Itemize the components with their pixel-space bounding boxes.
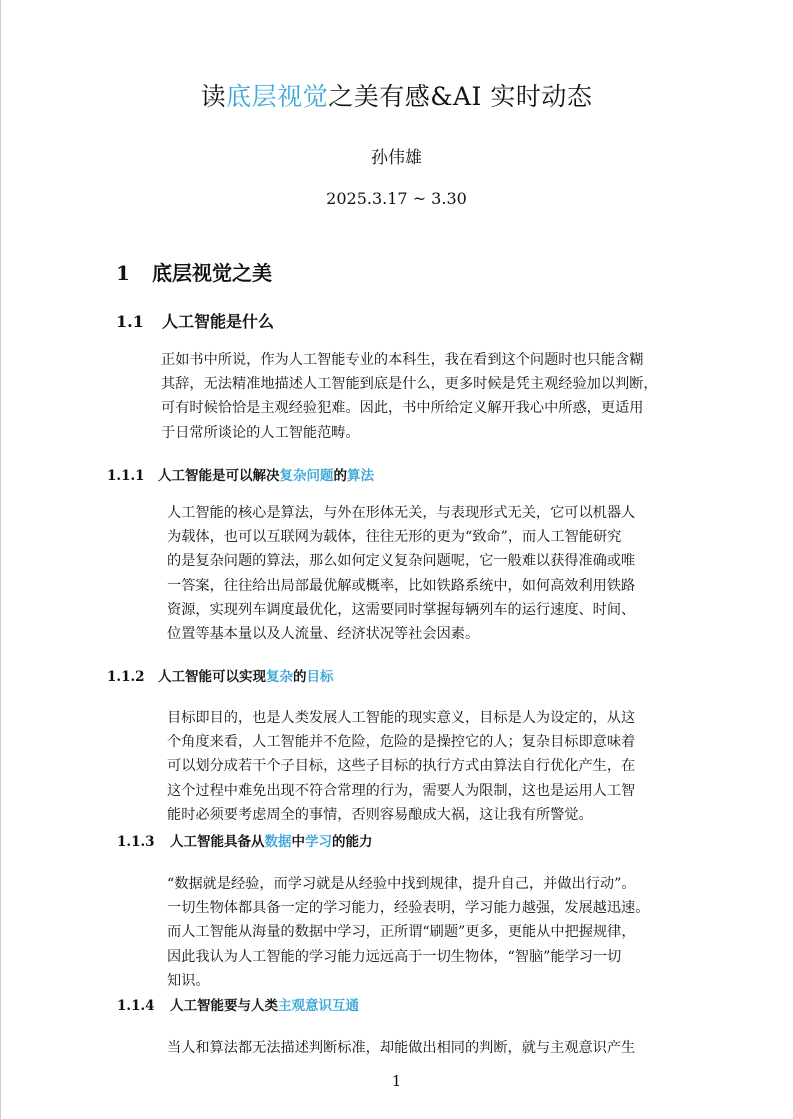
heading-highlight: 复杂问题 <box>279 468 334 484</box>
text-line: 目标即目的，也是人类发展人工智能的现实意义，目标是人为设定的，从这 <box>167 710 636 726</box>
text-line: 知识。 <box>167 972 210 989</box>
text-line: 而人工智能从海量的数据中学习，正所谓“刷题”更多，更能从中把握规律， <box>167 924 636 941</box>
text-line: “数据就是经验，而学习就是从经验中找到规律，提升自己，并做出行动”。 <box>167 876 636 892</box>
subsubsection-heading-2 <box>107 667 334 687</box>
section-number: 1 <box>116 261 130 285</box>
heading-text: 的能力 <box>332 834 373 850</box>
heading-highlight: 复杂 <box>266 669 293 685</box>
heading-text: 人工智能是可以解决 <box>158 468 280 484</box>
subsection-heading <box>116 309 274 335</box>
author: 孙伟雄 <box>371 148 422 168</box>
subsection-title: 人工智能是什么 <box>162 312 275 331</box>
page-number: 1 <box>391 1072 402 1090</box>
paragraph-4 <box>167 1036 635 1060</box>
paragraph-intro <box>161 348 658 445</box>
text-line: 一切生物体都具备一定的学习能力，经验表明，学习能力越强，发展越迅速。 <box>167 900 650 917</box>
heading-text: 的 <box>333 468 347 484</box>
text-line: 的是复杂问题的算法，那么如何定义复杂问题呢，它一般难以获得准确或唯 <box>167 553 636 570</box>
section-heading <box>116 258 272 288</box>
text-line: 这个过程中难免出现不符合常理的行为，需要人为限制，这也是运用人工智 <box>167 782 636 799</box>
heading-highlight: 数据 <box>264 834 292 850</box>
text-line: 当人和算法都无法描述判断标准，却能做出相同的判断，就与主观意识产生 <box>167 1040 636 1056</box>
heading-text: 人工智能要与人类 <box>170 998 278 1014</box>
text-line: 其辞，无法精准地描述人工智能到底是什么，更多时候是凭主观经验加以判断， <box>161 376 658 393</box>
subsubsection-heading-3 <box>117 832 373 852</box>
text-line: 一答案，往往给出局部最优解或概率，比如铁路系统中，如何高效利用铁路 <box>167 577 636 594</box>
paragraph-2 <box>167 706 635 827</box>
text-line: 可以划分成若干个子目标，这些子目标的执行方式由算法自行优化产生，在 <box>167 758 636 775</box>
text-line: 资源，实现列车调度最优化，这需要同时掌握每辆列车的运行速度、时间、 <box>167 601 636 618</box>
text-line: 位置等基本量以及人流量、经济状况等社会因素。 <box>167 625 480 642</box>
date-range: 2025.3.17 ~ 3.30 <box>326 189 467 208</box>
subsubsection-heading-1 <box>107 466 374 486</box>
heading-highlight: 学习 <box>305 834 332 850</box>
text-line: 因此我认为人工智能的学习能力远远高于一切生物体，“智脑”能学习一切 <box>167 948 622 965</box>
text-line: 人工智能的核心是算法，与外在形体无关，与表现形式无关，它可以机器人 <box>167 505 636 521</box>
title-prefix: 读 <box>200 82 227 111</box>
text-line: 于日常所谈论的人工智能范畴。 <box>161 424 360 441</box>
heading-number: 1.1.2 <box>107 669 145 685</box>
heading-number: 1.1.1 <box>107 468 145 484</box>
heading-text: 的 <box>293 669 307 685</box>
title-highlight: 底层视觉 <box>226 82 329 111</box>
paragraph-1 <box>167 501 635 646</box>
section-title: 底层视觉之美 <box>152 261 272 285</box>
heading-text: 人工智能具备从 <box>170 834 265 850</box>
title-suffix: 之美有感&AI 实时动态 <box>328 82 593 111</box>
document-title <box>0 80 793 114</box>
subsubsection-heading-4 <box>117 996 359 1016</box>
paragraph-3 <box>167 872 649 993</box>
heading-number: 1.1.4 <box>117 998 155 1014</box>
subsection-number: 1.1 <box>116 312 144 331</box>
heading-number: 1.1.3 <box>117 834 155 850</box>
text-line: 能时必须要考虑周全的事情，否则容易酿成大祸，这让我有所警觉。 <box>167 806 593 823</box>
text-line: 为载体，也可以互联网为载体，往往无形的更为“致命”，而人工智能研究 <box>167 529 622 546</box>
heading-highlight: 目标 <box>306 669 334 685</box>
text-line: 可有时候恰恰是主观经验犯难。因此，书中所给定义解开我心中所惑，更适用 <box>161 400 644 417</box>
text-line: 正如书中所说，作为人工智能专业的本科生，我在看到这个问题时也只能含糊 <box>161 352 644 368</box>
heading-highlight: 算法 <box>347 468 374 484</box>
heading-text: 人工智能可以实现 <box>158 669 266 685</box>
text-line: 个角度来看，人工智能并不危险，危险的是操控它的人；复杂目标即意味着 <box>167 734 636 751</box>
heading-text: 中 <box>291 834 305 850</box>
heading-highlight: 主观意识互通 <box>278 998 359 1014</box>
